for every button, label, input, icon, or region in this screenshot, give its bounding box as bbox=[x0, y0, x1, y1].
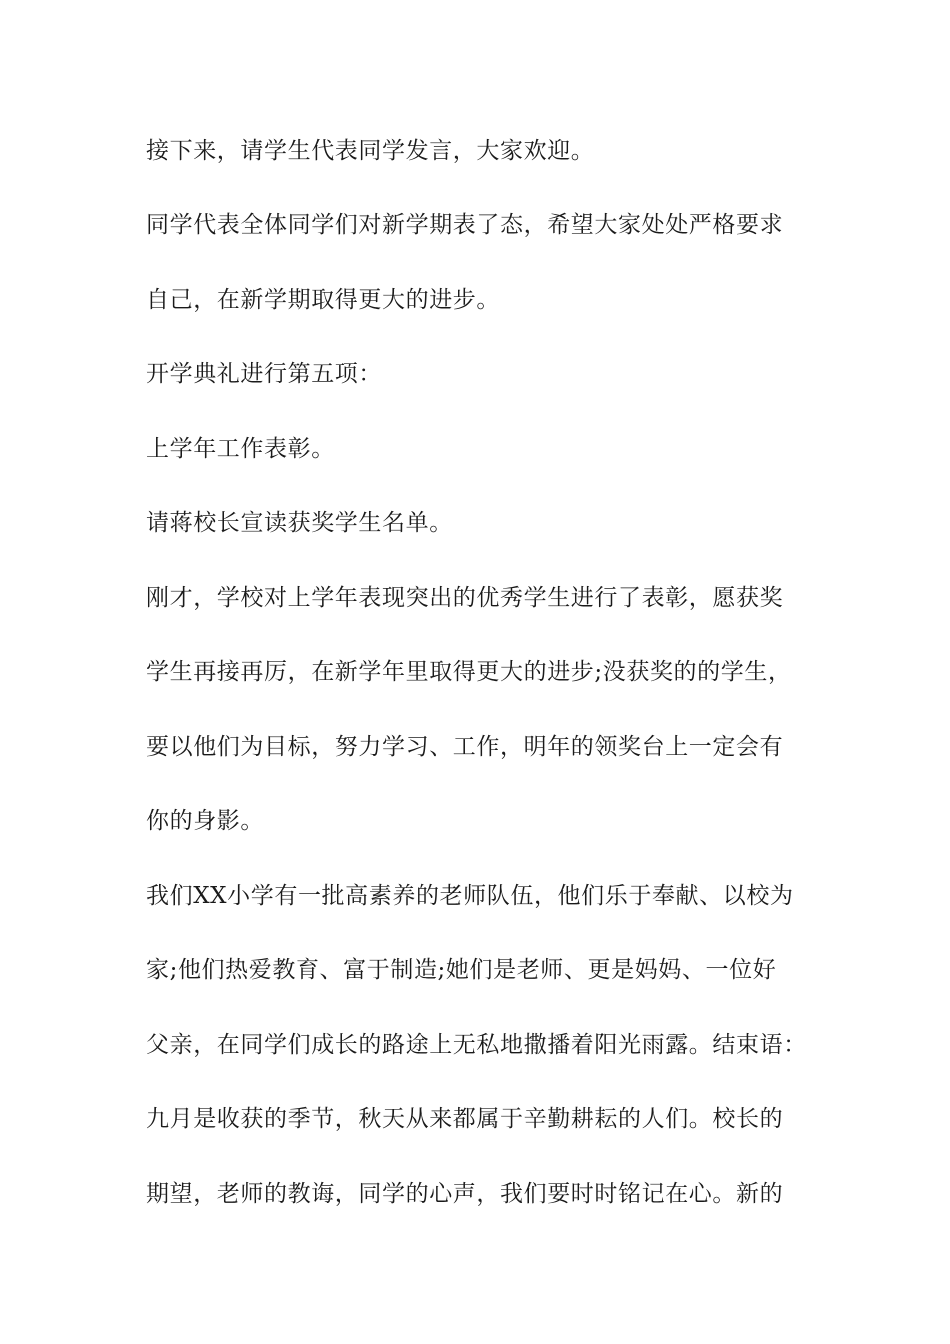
text-line: 自己，在新学期取得更大的进步。 bbox=[146, 287, 500, 313]
text-line: 九月是收获的季节，秋天从来都属于辛勤耕耘的人们。校长的 bbox=[146, 1106, 784, 1132]
text-line: 接下来，请学生代表同学发言，大家欢迎。 bbox=[146, 138, 595, 164]
text-line: 学生再接再厉，在新学年里取得更大的进步;没获奖的的学生， bbox=[146, 659, 792, 685]
text-line: 父亲，在同学们成长的路途上无私地撒播着阳光雨露。结束语： bbox=[146, 1032, 807, 1058]
text-line: 家;他们热爱教育、富于制造;她们是老师、更是妈妈、一位好 bbox=[146, 957, 777, 983]
text-line: 期望，老师的教诲，同学的心声，我们要时时铭记在心。新的 bbox=[146, 1181, 784, 1207]
text-line: 上学年工作表彰。 bbox=[146, 436, 335, 462]
text-line: 我们XX小学有一批高素养的老师队伍，他们乐于奉献、以校为 bbox=[146, 883, 794, 909]
text-line: 要以他们为目标，努力学习、工作，明年的领奖台上一定会有 bbox=[146, 734, 784, 760]
text-line: 请蒋校长宣读获奖学生名单。 bbox=[146, 510, 453, 536]
text-line: 同学代表全体同学们对新学期表了态，希望大家处处严格要求 bbox=[146, 212, 784, 238]
text-line: 你的身影。 bbox=[146, 808, 264, 834]
text-line: 开学典礼进行第五项： bbox=[146, 361, 382, 387]
text-line: 刚才，学校对上学年表现突出的优秀学生进行了表彰，愿获奖 bbox=[146, 585, 784, 611]
